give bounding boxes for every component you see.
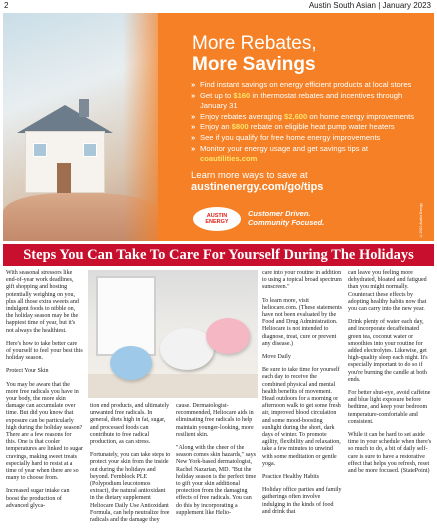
photo-window [96,276,156,356]
article-column-1: With seasonal stressors like end-of-year work deadlines, gift shopping and hosting potentially weighing on you, plus all those extra sweets and indulgent foods to nibble on, the holiday season may be the happiest time of year, but it's not always the healthiest. Here's how to take better care of yourself to feel your best this holiday season. Protect Your Skin You may be aware that the more free radicals you have in your body, the more skin damage can accumulate over time. But did you know that exposure can be particularly high during the holiday season? There are a few reasons for this. One is that cooler temperatures are linked to sugar cravings, making sweet treats especially hard to resist at a time of year when there are so many to choose from. Increased sugar intake can boost the production of advanced glyca- [6,270,83,509]
house-window [33,143,47,157]
ad-bullet: » Monitor your energy usage and get savings tips at coautilities.com [191,143,369,163]
ad-link[interactable]: coautilities.com [200,153,258,163]
ad-tagline: Customer Driven. Community Focused. [248,209,325,227]
austin-energy-logo: AUSTIN ENERGY [193,207,241,231]
article-column-4: care into your routine in addition to using a topical broad spectrum sunscreen." To learn more, visit heliocare.com. (These statements have not been evaluated by the Food and Drug Administration. Heliocare is not intended to diagnose, treat, cure or prevent any disease.) Move Daily Be sure to take time for yourself each day to receive the combined physical and mental health benefits of movement. Head outdoors for a morning or afternoon walk to get some fresh air, improved blood circulation and some mood-boosting sunlight during the short, dark days of winter. To promote agility, flexibility and relaxation, take a few minutes to unwind with some meditation or gentle yoga. Practice Healthy Habits Holiday office parties and family gatherings often involve indulging in the kinds of food and drink that [262,270,342,515]
ad-bullet-list [191,80,427,165]
chevron-right-icon: » [191,122,196,132]
ad-bullet: » Enjoy an $800 rebate on eligible heat pump water heaters [191,122,395,132]
article-headline: Steps You Can Take To Care For Yourself During The Holidays [3,244,434,266]
austin-energy-ad [3,13,434,241]
chevron-right-icon: » [191,90,196,100]
house-door [57,163,71,193]
chevron-right-icon: » [191,80,196,89]
pink-piggy-bank [206,318,250,354]
ad-bullet: » Find instant savings on energy efficient products at local stores [191,80,412,89]
house-roof [17,105,113,133]
ad-bullet: » See if you qualify for free home energy improvements [191,133,381,143]
subheading: Move Daily [262,354,291,361]
ad-bullet: » Enjoy rebates averaging $2,600 on home energy improvements [191,111,415,121]
chevron-right-icon: » [191,133,196,143]
chevron-right-icon: » [191,143,196,153]
subheading: Protect Your Skin [6,368,49,375]
photo-table [88,374,258,398]
article-column-5: can leave you feeling more dehydrated, bloated and fatigued than you might normally. Counteract these effects by adopting healthy habits now that you can carry into the new year. Drink plenty of water each day, and incorporate decaffeinated green tea, coconut water or smoothies into your routine for added electrolytes. Likewise, get high-quality sleep each night. It's especially important to do so if you're burning the candle at both ends. For better shut-eye, avoid caffeine and blue light exposure before bedtime, and keep your bedroom temperature-comfortable and consistent. While it can be hard to set aside time in your schedule when there's so much to do, a bit of daily self-care is sure to have a restorative effect that helps you refresh, reset and be more focused. (StatePoint) [348,270,432,475]
house-window [83,143,97,157]
ad-bullet: » Get up to $160 in thermostat rebates and incentives through January 31 [191,90,403,110]
page-number: 2 [4,1,9,10]
article-column-2: tion end products, and ultimately unwanted free radicals. In general, diets high in fat, sugar, and processed foods can contribute to free radical production, as can stress. Fortunately, you can take steps to protect your skin from the inside out during the holidays and beyond. Fernblock PLE (Polypodium leucotomos extract), the natural antioxidant in the dietary supplement Heliocare Daily Use Antioxidant Formula, can help neutralize free radicals and the damage they [90,403,171,524]
page-header [0,0,437,12]
subheading: Practice Healthy Habits [262,474,319,481]
ad-copyright: ©2022 Austin Energy [419,203,423,238]
article-column-3: cause. Dermatologist-recommended, Heliocare aids in eliminating free radicals to help maintain younger-looking, more resilient skin. "Along with the cheer of the season comes skin hazards," says New York-based dermatologist, Rachel Nazarian, MD. "But the holiday season is the perfect time to gift your skin additional protection from the damaging effects of free radicals. You can do this by incorporating a supplement like Helio- [176,403,257,516]
learn-more-text: Learn more ways to save at [191,170,308,181]
house-chimney [79,99,89,117]
ad-title: More Rebates, More Savings [192,33,317,75]
article-photo-piggy-banks [88,270,258,398]
chevron-right-icon: » [191,111,196,121]
blue-piggy-bank [110,346,152,380]
ad-url-link[interactable]: austinenergy.com/go/tips [191,181,324,193]
publication-title: Austin South Asian | January 2023 [308,1,431,10]
